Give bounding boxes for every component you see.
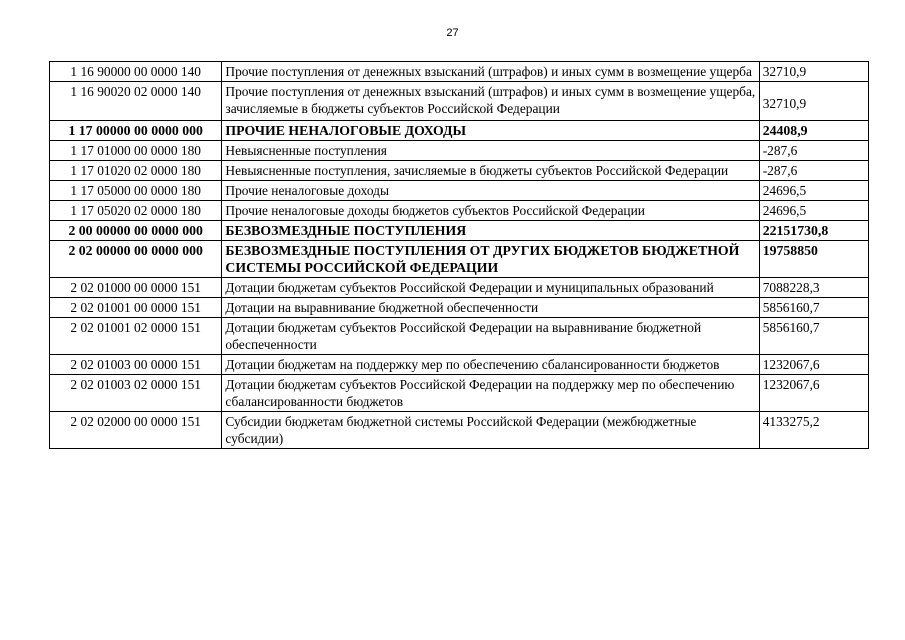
revenue-name-cell: Дотации бюджетам субъектов Российской Федерации на выравнивание бюджетной обеспеченности — [222, 318, 759, 355]
table-row — [50, 82, 869, 121]
budget-code-cell: 1 17 01000 00 0000 180 — [50, 141, 222, 161]
amount-cell: 4133275,2 — [759, 412, 868, 449]
table-row — [50, 412, 869, 449]
revenue-name-cell: Невыясненные поступления, зачисляемые в бюджеты субъектов Российской Федерации — [222, 161, 759, 181]
amount-cell: -287,6 — [759, 161, 868, 181]
revenue-name-cell: БЕЗВОЗМЕЗДНЫЕ ПОСТУПЛЕНИЯ ОТ ДРУГИХ БЮДЖЕТОВ БЮДЖЕТНОЙ СИСТЕМЫ РОССИЙСКОЙ ФЕДЕРАЦИИ — [222, 241, 759, 278]
revenue-name-cell: Дотации бюджетам на поддержку мер по обеспечению сбалансированности бюджетов — [222, 355, 759, 375]
amount-cell: 19758850 — [759, 241, 868, 278]
budget-code-cell: 1 17 00000 00 0000 000 — [50, 121, 222, 141]
amount-cell: 1232067,6 — [759, 355, 868, 375]
budget-code-cell: 2 02 01000 00 0000 151 — [50, 278, 222, 298]
budget-code-cell: 2 00 00000 00 0000 000 — [50, 221, 222, 241]
amount-cell: 22151730,8 — [759, 221, 868, 241]
budget-code-cell: 2 02 01001 02 0000 151 — [50, 318, 222, 355]
budget-code-cell: 2 02 01001 00 0000 151 — [50, 298, 222, 318]
amount-cell: 24408,9 — [759, 121, 868, 141]
revenue-name-cell: Прочие неналоговые доходы бюджетов субъектов Российской Федерации — [222, 201, 759, 221]
table-row — [50, 375, 869, 412]
table-row — [50, 62, 869, 82]
budget-code-cell: 2 02 02000 00 0000 151 — [50, 412, 222, 449]
revenue-name-cell: БЕЗВОЗМЕЗДНЫЕ ПОСТУПЛЕНИЯ — [222, 221, 759, 241]
revenue-name-cell: Дотации бюджетам субъектов Российской Федерации и муниципальных образований — [222, 278, 759, 298]
amount-cell: 5856160,7 — [759, 298, 868, 318]
revenue-name-cell: Прочие поступления от денежных взысканий (штрафов) и иных сумм в возмещение ущерба, зачисляемые в бюджеты субъектов Российской Федерации — [222, 82, 759, 121]
table-row — [50, 121, 869, 141]
budget-code-cell: 1 17 05000 00 0000 180 — [50, 181, 222, 201]
table-row — [50, 278, 869, 298]
amount-cell: 5856160,7 — [759, 318, 868, 355]
table-row — [50, 355, 869, 375]
revenue-name-cell: Дотации на выравнивание бюджетной обеспеченности — [222, 298, 759, 318]
budget-code-cell: 2 02 01003 02 0000 151 — [50, 375, 222, 412]
budget-revenue-table — [49, 61, 869, 449]
amount-cell: 24696,5 — [759, 201, 868, 221]
revenue-name-cell: ПРОЧИЕ НЕНАЛОГОВЫЕ ДОХОДЫ — [222, 121, 759, 141]
amount-cell: 7088228,3 — [759, 278, 868, 298]
amount-cell: 32710,9 — [759, 62, 868, 82]
amount-cell: 32710,9 — [759, 82, 868, 121]
revenue-name-cell: Невыясненные поступления — [222, 141, 759, 161]
table-row — [50, 241, 869, 278]
budget-code-cell: 1 16 90020 02 0000 140 — [50, 82, 222, 121]
table-row — [50, 181, 869, 201]
amount-cell: 24696,5 — [759, 181, 868, 201]
table-row — [50, 318, 869, 355]
table-row — [50, 201, 869, 221]
table-row — [50, 161, 869, 181]
amount-cell: -287,6 — [759, 141, 868, 161]
revenue-name-cell: Субсидии бюджетам бюджетной системы Российской Федерации (межбюджетные субсидии) — [222, 412, 759, 449]
amount-cell: 1232067,6 — [759, 375, 868, 412]
table-row — [50, 141, 869, 161]
table-row — [50, 298, 869, 318]
budget-code-cell: 2 02 00000 00 0000 000 — [50, 241, 222, 278]
table-row — [50, 221, 869, 241]
revenue-name-cell: Прочие поступления от денежных взысканий (штрафов) и иных сумм в возмещение ущерба — [222, 62, 759, 82]
budget-code-cell: 1 17 05020 02 0000 180 — [50, 201, 222, 221]
page-number: 27 — [446, 27, 459, 39]
revenue-name-cell: Дотации бюджетам субъектов Российской Федерации на поддержку мер по обеспечению сбалансированности бюджетов — [222, 375, 759, 412]
budget-code-cell: 2 02 01003 00 0000 151 — [50, 355, 222, 375]
budget-code-cell: 1 16 90000 00 0000 140 — [50, 62, 222, 82]
revenue-name-cell: Прочие неналоговые доходы — [222, 181, 759, 201]
budget-code-cell: 1 17 01020 02 0000 180 — [50, 161, 222, 181]
